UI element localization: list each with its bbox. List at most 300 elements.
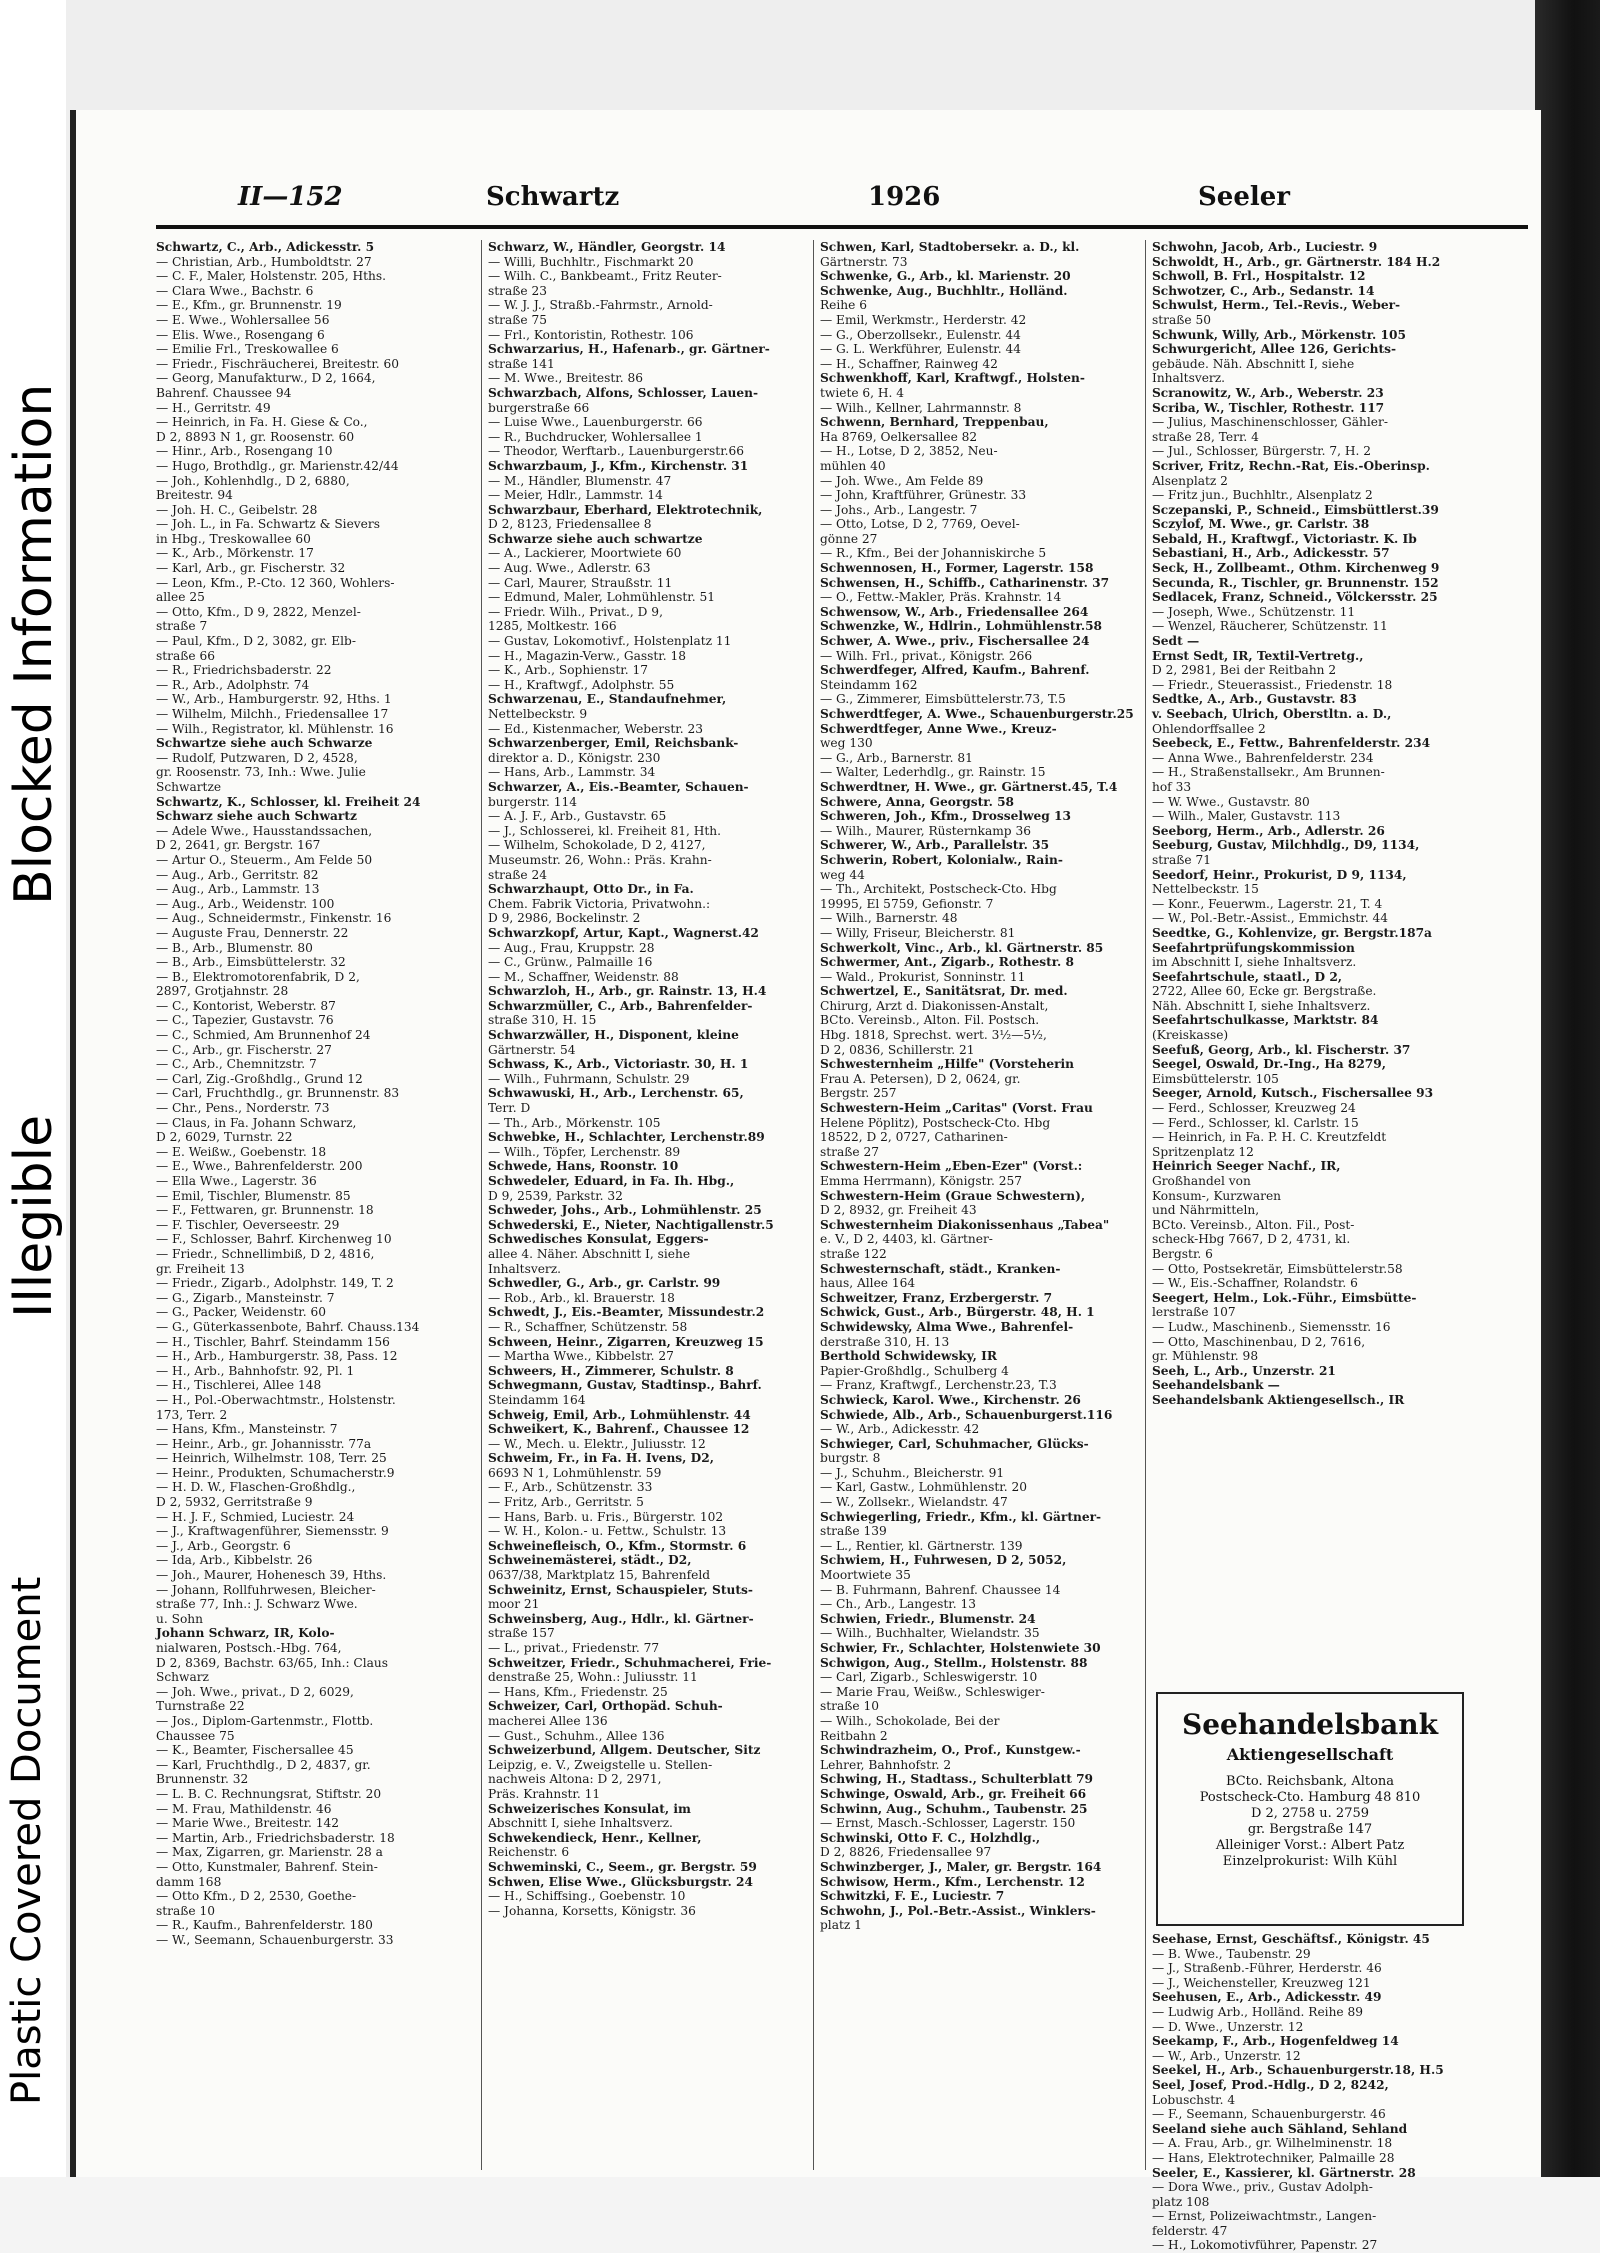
directory-entry: gr. Freiheit 13 — [156, 1261, 245, 1276]
directory-entry: — J., Weichensteller, Kreuzweg 121 — [1152, 1975, 1371, 1990]
directory-entry: — Joh. H. C., Geibelstr. 28 — [156, 502, 318, 517]
directory-entry: — Ed., Kistenmacher, Weberstr. 23 — [488, 721, 704, 736]
directory-column-4-continued — [1152, 1932, 1468, 2253]
directory-entry: Schwarz, W., Händler, Georgstr. 14 — [488, 240, 726, 254]
directory-entry: — R., Buchdrucker, Wohlersallee 1 — [488, 429, 703, 444]
watermark-illegible: Illegible — [4, 1114, 64, 1318]
directory-entry: Ohlendorffsallee 2 — [1152, 721, 1266, 736]
directory-entry: — Anna Wwe., Bahrenfelderstr. 234 — [1152, 750, 1374, 765]
directory-entry: — H., Magazin-Verw., Gasstr. 18 — [488, 648, 687, 663]
directory-entry: — H., Schiffsing., Goebenstr. 10 — [488, 1889, 686, 1904]
directory-entry: — Wenzel, Räucherer, Schützenstr. 11 — [1152, 619, 1388, 634]
directory-entry: — Walter, Lederhdlg., gr. Rainstr. 15 — [820, 765, 1046, 780]
directory-entry: Konsum-, Kurzwaren — [1152, 1188, 1282, 1203]
directory-entry: — Franz, Kraftwgf., Lerchenstr.23, T.3 — [820, 1378, 1057, 1393]
directory-entry: — H. D. W., Flaschen-Großhdlg., — [156, 1480, 356, 1495]
directory-entry: weg 44 — [820, 867, 865, 882]
directory-entry: Schwinski, Otto F. C., Holzhdlg., — [820, 1830, 1041, 1845]
directory-entry: — Heinrich, in Fa. P. H. C. Kreutzfeldt — [1152, 1130, 1387, 1145]
directory-entry: — G., Zigarb., Mansteinstr. 7 — [156, 1290, 335, 1305]
directory-entry: straße 23 — [488, 283, 547, 298]
directory-entry: Schwitzki, F. E., Luciestr. 7 — [820, 1889, 1005, 1904]
directory-entry: — J., Arb., Georgstr. 6 — [156, 1538, 291, 1553]
directory-entry: Schweitzer, Franz, Erzbergerstr. 7 — [820, 1290, 1053, 1305]
directory-entry: Secunda, R., Tischler, gr. Brunnenstr. 152 — [1152, 575, 1439, 590]
directory-entry: — Wilh., Barnerstr. 48 — [820, 911, 958, 926]
directory-entry: Schwartze siehe auch Schwarze — [156, 736, 373, 751]
directory-entry: Schwenke, Aug., Buchhltr., Holländ. — [820, 283, 1068, 298]
directory-entry: Inhaltsverz. — [1152, 371, 1226, 386]
directory-entry: — Georg, Manufakturw., D 2, 1664, — [156, 371, 376, 386]
directory-entry: straße 77, Inh.: J. Schwarz Wwe. — [156, 1597, 358, 1612]
directory-entry: — Adele Wwe., Hausstandssachen, — [156, 823, 373, 838]
directory-entry: — F., Arb., Schützenstr. 33 — [488, 1480, 653, 1495]
directory-entry: — W., Pol.-Betr.-Assist., Emmichstr. 44 — [1152, 911, 1389, 926]
directory-entry: Nettelbeckstr. 15 — [1152, 882, 1259, 897]
directory-entry: — R., Friedrichsbaderstr. 22 — [156, 663, 332, 678]
directory-entry: Schwarzarius, H., Hafenarb., gr. Gärtner- — [488, 342, 770, 357]
directory-entry: straße 50 — [1152, 312, 1211, 327]
directory-entry: — Wilh., Maler, Gustavstr. 113 — [1152, 809, 1341, 824]
directory-entry: — C., Arb., Chemnitzstr. 7 — [156, 1057, 317, 1072]
directory-entry: und Nährmitteln, — [1152, 1203, 1260, 1218]
directory-entry: Johann Schwarz, IR, Kolo- — [156, 1626, 335, 1641]
directory-entry: Präs. Krahnstr. 11 — [488, 1786, 601, 1801]
directory-entry: — Friedr., Zigarb., Adolphstr. 149, T. 2 — [156, 1276, 394, 1291]
directory-column-2 — [488, 240, 804, 2170]
directory-entry: Seeler, E., Kassierer, kl. Gärtnerstr. 28 — [1152, 2165, 1416, 2180]
directory-entry: D 2, 2981, Bei der Reitbahn 2 — [1152, 663, 1337, 678]
directory-entry: — Artur O., Steuerm., Am Felde 50 — [156, 852, 373, 867]
directory-entry: Schwohn, Jacob, Arb., Luciestr. 9 — [1152, 240, 1378, 254]
directory-entry: — Ludw., Maschinenb., Siemensstr. 16 — [1152, 1319, 1391, 1334]
directory-entry: — W., Arb., Adickesstr. 42 — [820, 1422, 980, 1437]
directory-entry: Schwen, Elise Wwe., Glücksburgstr. 24 — [488, 1874, 753, 1889]
directory-entry: — Emilie Frl., Treskowallee 6 — [156, 342, 339, 357]
directory-entry: direktor a. D., Königstr. 230 — [488, 750, 661, 765]
directory-entry: felderstr. 47 — [1152, 2223, 1228, 2238]
directory-entry: Schweminski, C., Seem., gr. Bergstr. 59 — [488, 1859, 757, 1874]
directory-entry: — J., Straßenb.-Führer, Herderstr. 46 — [1152, 1961, 1382, 1976]
directory-entry: Schweren, Joh., Kfm., Drosselweg 13 — [820, 809, 1071, 824]
directory-entry: Schwedeler, Eduard, in Fa. Ih. Hbg., — [488, 1174, 735, 1188]
directory-entry: — M., Schaffner, Weidenstr. 88 — [488, 969, 679, 984]
ad-line: gr. Bergstraße 147 — [1247, 1822, 1373, 1837]
directory-entry: Schwarzhaupt, Otto Dr., in Fa. — [488, 882, 694, 897]
directory-entry: — G., Zimmerer, Eimsbüttelerstr.73, T.5 — [820, 692, 1066, 707]
watermark-plastic: Plastic Covered Document — [4, 1576, 50, 2105]
directory-entry: Seefahrtschulkasse, Marktstr. 84 — [1152, 1013, 1379, 1028]
directory-entry: — Aug., Frau, Kruppstr. 28 — [488, 940, 655, 955]
directory-entry: Schwarz siehe auch Schwartz — [156, 809, 357, 824]
directory-entry: Alsenplatz 2 — [1152, 473, 1228, 488]
directory-entry: Bergstr. 6 — [1152, 1246, 1213, 1261]
directory-entry: — B. Fuhrmann, Bahrenf. Chaussee 14 — [820, 1582, 1061, 1597]
directory-entry: — W., Mech. u. Elektr., Juliusstr. 12 — [488, 1436, 706, 1451]
directory-entry: — M. Frau, Mathildenstr. 46 — [156, 1801, 332, 1816]
directory-entry: Eimsbüttelerstr. 105 — [1152, 1071, 1279, 1086]
directory-entry: Berthold Schwidewsky, IR — [820, 1349, 997, 1364]
directory-entry: Papier-Großhdlg., Schulberg 4 — [820, 1363, 1009, 1378]
directory-entry: Schwestern-Heim „Eben-Ezer" (Vorst.: — [820, 1159, 1083, 1174]
directory-entry: straße 24 — [488, 867, 547, 882]
last-entry-name: Seeler — [1198, 182, 1290, 212]
directory-entry: D 2, 0836, Schillerstr. 21 — [820, 1042, 975, 1057]
directory-entry: straße 10 — [156, 1903, 215, 1918]
directory-entry: Schwarzbaum, J., Kfm., Kirchenstr. 31 — [488, 458, 749, 473]
directory-entry: — H., Kraftwgf., Adolphstr. 55 — [488, 677, 675, 692]
ad-line: D 2, 2758 u. 2759 — [1250, 1806, 1370, 1821]
directory-entry: — Julius, Maschinenschlosser, Gähler- — [1152, 415, 1388, 430]
directory-entry: straße 27 — [820, 1144, 879, 1159]
directory-entry: Schwesternheim „Hilfe" (Vorsteherin — [820, 1057, 1075, 1072]
directory-entry: Inhaltsverz. — [488, 1261, 562, 1276]
directory-entry: 2897, Grotjahnstr. 28 — [156, 984, 289, 999]
directory-entry: Seebeck, E., Fettw., Bahrenfelderstr. 234 — [1152, 736, 1431, 751]
directory-entry: Schwenke, G., Arb., kl. Marienstr. 20 — [820, 269, 1071, 284]
directory-entry: — G., Packer, Weidenstr. 60 — [156, 1305, 326, 1320]
directory-entry: 1285, Moltkestr. 166 — [488, 619, 617, 634]
directory-entry: Reihe 6 — [820, 298, 867, 313]
directory-entry: — Otto Kfm., D 2, 2530, Goethe- — [156, 1889, 357, 1904]
directory-entry: — H., Arb., Hamburgerstr. 38, Pass. 12 — [156, 1349, 398, 1364]
directory-entry: Brunnenstr. 32 — [156, 1772, 249, 1787]
directory-entry: — Friedr., Fischräucherei, Breitestr. 60 — [156, 356, 400, 371]
directory-entry: — Aug., Arb., Gerritstr. 82 — [156, 867, 319, 882]
directory-entry: Seegert, Helm., Lok.-Führ., Eimsbütte- — [1152, 1290, 1417, 1305]
directory-entry: — W. H., Kolon.- u. Fettw., Schulstr. 13 — [488, 1524, 727, 1539]
directory-entry: — Frl., Kontoristin, Rothestr. 106 — [488, 327, 694, 342]
directory-entry: Näh. Abschnitt I, siehe Inhaltsverz. — [1152, 998, 1371, 1013]
directory-entry: Schwederski, E., Nieter, Nachtigallenstr.5 — [488, 1217, 774, 1232]
ad-title: Seehandelsbank — [1182, 1708, 1438, 1741]
directory-entry: Schweers, H., Zimmerer, Schulstr. 8 — [488, 1363, 734, 1378]
directory-entry: Emma Herrmann), Königstr. 257 — [820, 1174, 1022, 1188]
watermark-blocked: Blocked Information — [4, 383, 64, 905]
directory-entry: — Claus, in Fa. Johann Schwarz, — [156, 1115, 357, 1130]
directory-entry: Sebald, H., Kraftwgf., Victoriastr. K. Ib — [1152, 531, 1417, 546]
directory-entry: Scriba, W., Tischler, Rothestr. 117 — [1152, 400, 1385, 415]
directory-entry: — Marie Wwe., Breitestr. 142 — [156, 1816, 340, 1831]
directory-entry: Lobuschstr. 4 — [1152, 2092, 1236, 2107]
directory-entry: v. Seebach, Ulrich, Oberstltn. a. D., — [1152, 707, 1392, 721]
directory-entry: — Joh. Wwe., Am Felde 89 — [820, 473, 984, 488]
directory-entry: — Heinrich, in Fa. H. Giese & Co., — [156, 415, 368, 430]
directory-entry: — Wilh., Fuhrmann, Schulstr. 29 — [488, 1071, 690, 1086]
directory-entry: straße 75 — [488, 312, 547, 327]
directory-entry: lerstraße 107 — [1152, 1305, 1236, 1320]
directory-entry: — Friedr., Steuerassist., Friedenstr. 18 — [1152, 677, 1393, 692]
directory-entry: mühlen 40 — [820, 458, 886, 473]
directory-entry: — Heinr., Produkten, Schumacherstr.9 — [156, 1465, 395, 1480]
directory-entry: Schwisow, Herm., Kfm., Lerchenstr. 12 — [820, 1874, 1085, 1889]
directory-entry: Schwesternheim Diakonissenhaus „Tabea" — [820, 1217, 1110, 1232]
directory-entry: straße 10 — [820, 1699, 879, 1714]
directory-entry: straße 122 — [820, 1246, 887, 1261]
directory-entry: Schweizerbund, Allgem. Deutscher, Sitz — [488, 1743, 761, 1758]
directory-entry: — Ferd., Schlosser, kl. Carlstr. 15 — [1152, 1115, 1359, 1130]
directory-entry: — G., Arb., Barnerstr. 81 — [820, 750, 973, 765]
directory-entry: Sedtke, A., Arb., Gustavstr. 83 — [1152, 692, 1357, 707]
directory-entry: — Wald., Prokurist, Sonninstr. 11 — [820, 969, 1026, 984]
directory-entry: — Carl, Maurer, Straußstr. 11 — [488, 575, 673, 590]
directory-entry: straße 139 — [820, 1524, 887, 1539]
directory-entry: Schweinsberg, Aug., Hdlr., kl. Gärtner- — [488, 1611, 754, 1626]
directory-entry: (Kreiskasse) — [1152, 1028, 1229, 1043]
directory-entry: u. Sohn — [156, 1611, 203, 1626]
directory-entry: — Wilh., Töpfer, Lerchenstr. 89 — [488, 1144, 681, 1159]
directory-entry: — Th., Architekt, Postscheck-Cto. Hbg — [820, 882, 1057, 897]
directory-entry: — Johanna, Korsetts, Königstr. 36 — [488, 1903, 696, 1918]
directory-entry: gr. Mühlenstr. 98 — [1152, 1349, 1259, 1364]
directory-entry: — Th., Arb., Mörkenstr. 105 — [488, 1115, 661, 1130]
directory-entry: Schwurgericht, Allee 126, Gerichts- — [1152, 342, 1397, 357]
directory-entry: — Wilhelm, Schokolade, D 2, 4127, — [488, 838, 706, 853]
directory-entry: — B., Arb., Eimsbüttelerstr. 32 — [156, 955, 346, 970]
directory-entry: — H., Tischler, Bahrf. Steindamm 156 — [156, 1334, 390, 1349]
directory-entry: — H., Arb., Bahnhofstr. 92, Pl. 1 — [156, 1363, 355, 1378]
directory-entry: — Emil, Werkmstr., Herderstr. 42 — [820, 312, 1027, 327]
directory-entry: — Clara Wwe., Bachstr. 6 — [156, 283, 314, 298]
directory-entry: — M. Wwe., Breitestr. 86 — [488, 371, 643, 386]
directory-entry: Seehandelsbank Aktiengesellsch., IR — [1152, 1392, 1405, 1407]
directory-entry: Schwen, Karl, Stadtobersekr. a. D., kl. — [820, 240, 1080, 254]
directory-entry: — Edmund, Maler, Lohmühlenstr. 51 — [488, 590, 716, 605]
directory-entry: burgerstr. 114 — [488, 794, 577, 809]
directory-entry: — Emil, Tischler, Blumenstr. 85 — [156, 1188, 351, 1203]
directory-entry: — Aug. Wwe., Adlerstr. 63 — [488, 561, 651, 576]
directory-entry: Chirurg, Arzt d. Diakonissen-Anstalt, — [820, 998, 1049, 1013]
directory-entry: — Aug., Arb., Weidenstr. 100 — [156, 896, 335, 911]
directory-entry: — H., Lokomotivführer, Papenstr. 27 — [1152, 2238, 1378, 2253]
directory-entry: — Max, Zigarren, gr. Marienstr. 28 a — [156, 1845, 383, 1860]
directory-entry: denstraße 25, Wohn.: Juliusstr. 11 — [488, 1670, 698, 1685]
directory-entry: — Jos., Diplom-Gartenmstr., Flottb. — [156, 1713, 374, 1728]
directory-entry: — Ferd., Schlosser, Kreuzweg 24 — [1152, 1101, 1356, 1116]
directory-entry: 18522, D 2, 0727, Catharinen- — [820, 1130, 1008, 1145]
directory-entry: Schwebke, H., Schlachter, Lerchenstr.89 — [488, 1130, 765, 1145]
directory-entry: — Gustav, Lokomotivf., Holstenplatz 11 — [488, 634, 732, 649]
page-number: II—152 — [238, 182, 343, 212]
directory-entry: — L., privat., Friedenstr. 77 — [488, 1641, 660, 1655]
directory-entry: platz 108 — [1152, 2194, 1210, 2209]
directory-entry: Schwunk, Willy, Arb., Mörkenstr. 105 — [1152, 327, 1406, 342]
ad-line: BCto. Reichsbank, Altona — [1225, 1774, 1395, 1789]
directory-entry: Schwiem, H., Fuhrwesen, D 2, 5052, — [820, 1553, 1067, 1568]
directory-entry: platz 1 — [820, 1918, 862, 1933]
directory-entry: Schwarzmüller, C., Arb., Bahrenfelder- — [488, 998, 753, 1013]
directory-entry: — Rob., Arb., kl. Brauerstr. 18 — [488, 1290, 675, 1305]
directory-entry: Schwartze — [156, 779, 222, 794]
directory-entry: 0637/38, Marktplatz 15, Bahrenfeld — [488, 1568, 711, 1583]
directory-entry: scheck-Hbg 7667, D 2, 4731, kl. — [1152, 1232, 1351, 1247]
directory-entry: D 9, 2539, Parkstr. 32 — [488, 1188, 623, 1203]
directory-entry: — Hans, Barb. u. Fris., Bürgerstr. 102 — [488, 1509, 724, 1524]
directory-entry: Steindamm 162 — [820, 677, 918, 692]
directory-entry: Schwoldt, H., Arb., gr. Gärtnerstr. 184 H.2 — [1152, 254, 1441, 269]
directory-entry: Museumstr. 26, Wohn.: Präs. Krahn- — [488, 852, 712, 867]
directory-entry: Schwarze siehe auch schwartze — [488, 531, 703, 546]
directory-entry: Seehusen, E., Arb., Adickesstr. 49 — [1152, 1990, 1382, 2005]
directory-entry: Seefahrtprüfungskommission — [1152, 940, 1355, 955]
directory-entry: Sedlacek, Franz, Schneid., Völckersstr. 25 — [1152, 590, 1438, 605]
directory-entry: Schwesternschaft, städt., Kranken- — [820, 1261, 1061, 1276]
directory-column-3 — [820, 240, 1136, 2170]
directory-entry: — Martin, Arb., Friedrichsbaderstr. 18 — [156, 1830, 395, 1845]
directory-entry: Schwarzkopf, Artur, Kapt., Wagnerst.42 — [488, 925, 759, 940]
directory-page — [70, 110, 1541, 2253]
directory-entry: Lehrer, Bahnhofstr. 2 — [820, 1757, 952, 1772]
directory-entry: — Ida, Arb., Kibbelstr. 26 — [156, 1553, 313, 1568]
directory-entry: Seegel, Oswald, Dr.-Ing., Ha 8279, — [1152, 1057, 1387, 1072]
directory-entry: e. V., D 2, 4403, kl. Gärtner- — [820, 1232, 993, 1247]
directory-entry: — Meier, Hdlr., Lammstr. 14 — [488, 488, 663, 503]
directory-entry: Seekamp, F., Arb., Hogenfeldweg 14 — [1152, 2034, 1399, 2049]
directory-entry: Schwawuski, H., Arb., Lerchenstr. 65, — [488, 1086, 744, 1101]
directory-entry: — Gust., Schuhm., Allee 136 — [488, 1728, 665, 1743]
directory-entry: Schwarzwäller, H., Disponent, kleine — [488, 1028, 739, 1043]
directory-entry: — R., Kaufm., Bahrenfelderstr. 180 — [156, 1918, 373, 1933]
directory-entry: Schwigon, Aug., Stellm., Holstenstr. 88 — [820, 1655, 1088, 1670]
directory-entry: — Auguste Frau, Dennerstr. 22 — [156, 925, 349, 940]
directory-entry: damm 168 — [156, 1874, 222, 1889]
directory-entry: twiete 6, H. 4 — [820, 385, 905, 400]
directory-entry: Schwerdfeger, Alfred, Kaufm., Bahrenf. — [820, 663, 1090, 678]
directory-entry: straße 28, Terr. 4 — [1152, 429, 1259, 444]
directory-entry: Scranowitz, W., Arb., Weberstr. 23 — [1152, 385, 1384, 400]
directory-entry: im Abschnitt I, siehe Inhaltsverz. — [1152, 955, 1357, 970]
directory-entry: — Hans, Kfm., Friedenstr. 25 — [488, 1684, 668, 1699]
directory-entry: Schwarzbach, Alfons, Schlosser, Lauen- — [488, 385, 759, 400]
directory-entry: — Wilh., Kellner, Lahrmannstr. 8 — [820, 400, 1022, 415]
directory-entry: — Carl, Fruchthdlg., gr. Brunnenstr. 83 — [156, 1086, 400, 1101]
directory-entry: Schwestern-Heim „Caritas" (Vorst. Frau — [820, 1101, 1093, 1116]
directory-entry: — D. Wwe., Unzerstr. 12 — [1152, 2019, 1304, 2034]
directory-entry: — Elis. Wwe., Rosengang 6 — [156, 327, 325, 342]
directory-entry: — W. J. J., Straßb.-Fahrmstr., Arnold- — [488, 298, 713, 313]
directory-entry: — Fritz jun., Buchhltr., Alsenplatz 2 — [1152, 488, 1373, 503]
directory-entry: — W., Seemann, Schauenburgerstr. 33 — [156, 1932, 394, 1947]
directory-entry: 19995, El 5759, Gefionstr. 7 — [820, 896, 994, 911]
directory-entry: macherei Allee 136 — [488, 1713, 608, 1728]
directory-entry: — Hugo, Brothdlg., gr. Marienstr.42/44 — [156, 458, 399, 473]
directory-entry: — Hans, Kfm., Mansteinstr. 7 — [156, 1422, 338, 1437]
directory-entry: weg 130 — [820, 736, 873, 751]
directory-entry: — Ch., Arb., Langestr. 13 — [820, 1597, 977, 1612]
directory-entry: D 2, 8826, Friedensallee 97 — [820, 1845, 992, 1860]
directory-entry: BCto. Vereinsb., Alton. Fil. Postsch. — [820, 1013, 1040, 1028]
directory-entry: — Hans, Arb., Lammstr. 34 — [488, 765, 656, 780]
directory-entry: — K., Arb., Mörkenstr. 17 — [156, 546, 314, 561]
ad-line: Alleiniger Vorst.: Albert Patz — [1215, 1838, 1405, 1853]
directory-entry: — Fritz, Arb., Gerritstr. 5 — [488, 1495, 644, 1510]
directory-entry: — B., Arb., Blumenstr. 80 — [156, 940, 313, 955]
directory-entry: Schwick, Gust., Arb., Bürgerstr. 48, H. 1 — [820, 1305, 1095, 1320]
directory-entry: — C., Kontorist, Weberstr. 87 — [156, 998, 336, 1013]
directory-entry: Seeland siehe auch Sähland, Sehland — [1152, 2121, 1408, 2136]
directory-entry: Reichenstr. 6 — [488, 1845, 570, 1860]
directory-entry: D 2, 2641, gr. Bergstr. 167 — [156, 838, 321, 853]
directory-entry: Schweder, Johs., Arb., Lohmühlenstr. 25 — [488, 1203, 762, 1218]
directory-entry: — Dora Wwe., priv., Gustav Adolph- — [1152, 2180, 1373, 2195]
directory-entry: Ernst Sedt, IR, Textil-Vertretg., — [1152, 648, 1364, 663]
directory-entry: D 2, 8369, Bachstr. 63/65, Inh.: Claus — [156, 1655, 389, 1670]
directory-entry: — Joh. Wwe., privat., D 2, 6029, — [156, 1684, 354, 1699]
directory-entry: — J., Schlosserei, kl. Freiheit 81, Hth. — [488, 823, 721, 838]
directory-entry: Schween, Heinr., Zigarren, Kreuzweg 15 — [488, 1334, 764, 1349]
directory-entry: Schwede, Hans, Roonstr. 10 — [488, 1159, 679, 1174]
directory-entry: Seeborg, Herm., Arb., Adlerstr. 26 — [1152, 823, 1385, 838]
directory-column-1 — [156, 240, 472, 2170]
directory-entry: Schwekendieck, Henr., Kellner, — [488, 1830, 702, 1845]
directory-entry: Schwoll, B. Frl., Hospitalstr. 12 — [1152, 269, 1366, 284]
directory-entry: Seekel, H., Arb., Schauenburgerstr.18, H.5 — [1152, 2063, 1444, 2078]
directory-entry: straße 310, H. 15 — [488, 1013, 597, 1028]
directory-entry: Großhandel von — [1152, 1174, 1251, 1188]
directory-entry: Nettelbeckstr. 9 — [488, 707, 588, 721]
directory-entry: Scriver, Fritz, Rechn.-Rat, Eis.-Oberinsp. — [1152, 458, 1430, 473]
directory-entry: — Luise Wwe., Lauenburgerstr. 66 — [488, 415, 703, 430]
directory-entry: Schweinefleisch, O., Kfm., Stormstr. 6 — [488, 1538, 747, 1553]
directory-entry: Schwenn, Bernhard, Treppenbau, — [820, 415, 1049, 430]
directory-entry: — Ludwig Arb., Holländ. Reihe 89 — [1152, 2004, 1364, 2019]
directory-entry: — Theodor, Werftarb., Lauenburgerstr.66 — [488, 444, 745, 459]
directory-entry: — K., Beamter, Fischersallee 45 — [156, 1743, 354, 1758]
directory-entry: gönne 27 — [820, 531, 878, 546]
directory-entry: — Wilh., Maurer, Rüsternkamp 36 — [820, 823, 1031, 838]
directory-entry: — H., Pol.-Oberwachtmstr., Holstenstr. — [156, 1392, 396, 1407]
directory-entry: — H., Lotse, D 2, 3852, Neu- — [820, 444, 998, 459]
directory-entry: Moortwiete 35 — [820, 1568, 911, 1583]
directory-entry: 6693 N 1, Lohmühlenstr. 59 — [488, 1465, 662, 1480]
directory-entry: Schwier, Fr., Schlachter, Holstenwiete 30 — [820, 1641, 1101, 1655]
directory-entry: — John, Kraftführer, Grünestr. 33 — [820, 488, 1027, 503]
directory-entry: — J., Kraftwagenführer, Siemensstr. 9 — [156, 1524, 389, 1539]
directory-entry: Gärtnerstr. 54 — [488, 1042, 576, 1057]
directory-entry: — H., Schaffner, Rainweg 42 — [820, 356, 998, 371]
directory-entry: D 2, 5932, Gerritstraße 9 — [156, 1495, 313, 1510]
directory-entry: Seel, Josef, Prod.-Hdlg., D 2, 8242, — [1152, 2077, 1389, 2092]
directory-entry: — Joseph, Wwe., Schützenstr. 11 — [1152, 604, 1356, 619]
directory-entry: Gärtnerstr. 73 — [820, 254, 908, 269]
directory-entry: — L., Rentier, kl. Gärtnerstr. 139 — [820, 1538, 1023, 1553]
page-header — [156, 178, 1526, 218]
directory-entry: — Ernst, Polizeiwachtmstr., Langen- — [1152, 2209, 1377, 2224]
directory-entry: Schwedler, G., Arb., gr. Carlstr. 99 — [488, 1276, 721, 1291]
directory-entry: nialwaren, Postsch.-Hbg. 764, — [156, 1641, 342, 1655]
directory-entry: — Willy, Friseur, Bleicherstr. 81 — [820, 925, 1016, 940]
directory-entry: — Karl, Arb., gr. Fischerstr. 32 — [156, 561, 346, 576]
column-divider — [1145, 240, 1146, 2170]
directory-entry: D 2, 8893 N 1, gr. Roosenstr. 60 — [156, 429, 355, 444]
directory-entry: Schwerdtfeger, A. Wwe., Schauenburgerstr.25 — [820, 707, 1134, 721]
directory-entry: straße 71 — [1152, 852, 1211, 867]
directory-entry: — Otto, Kfm., D 9, 2822, Menzel- — [156, 604, 361, 619]
directory-entry: — W., Arb., Unzerstr. 12 — [1152, 2048, 1301, 2063]
directory-entry: Schwerer, W., Arb., Parallelstr. 35 — [820, 838, 1050, 853]
directory-entry: — J., Schuhm., Bleicherstr. 91 — [820, 1465, 1005, 1480]
directory-entry: — Otto, Postsekretär, Eimsbüttelerstr.58 — [1152, 1261, 1403, 1276]
directory-entry: Schwensen, H., Schiffb., Catharinenstr. 37 — [820, 575, 1110, 590]
directory-entry: Turnstraße 22 — [156, 1699, 245, 1714]
directory-entry: — Paul, Kfm., D 2, 3082, gr. Elb- — [156, 634, 356, 649]
directory-entry: gr. Roosenstr. 73, Inh.: Wwe. Julie — [156, 765, 366, 780]
ad-line: Postscheck-Cto. Hamburg 48 810 — [1199, 1790, 1421, 1805]
directory-entry: — A. J. F., Arb., Gustavstr. 65 — [488, 809, 667, 824]
directory-entry: — Christian, Arb., Humboldtstr. 27 — [156, 254, 372, 269]
directory-entry: Sczylof, M. Wwe., gr. Carlstr. 38 — [1152, 517, 1370, 532]
directory-entry: Seeburg, Gustav, Milchhdlg., D9, 1134, — [1152, 838, 1420, 853]
